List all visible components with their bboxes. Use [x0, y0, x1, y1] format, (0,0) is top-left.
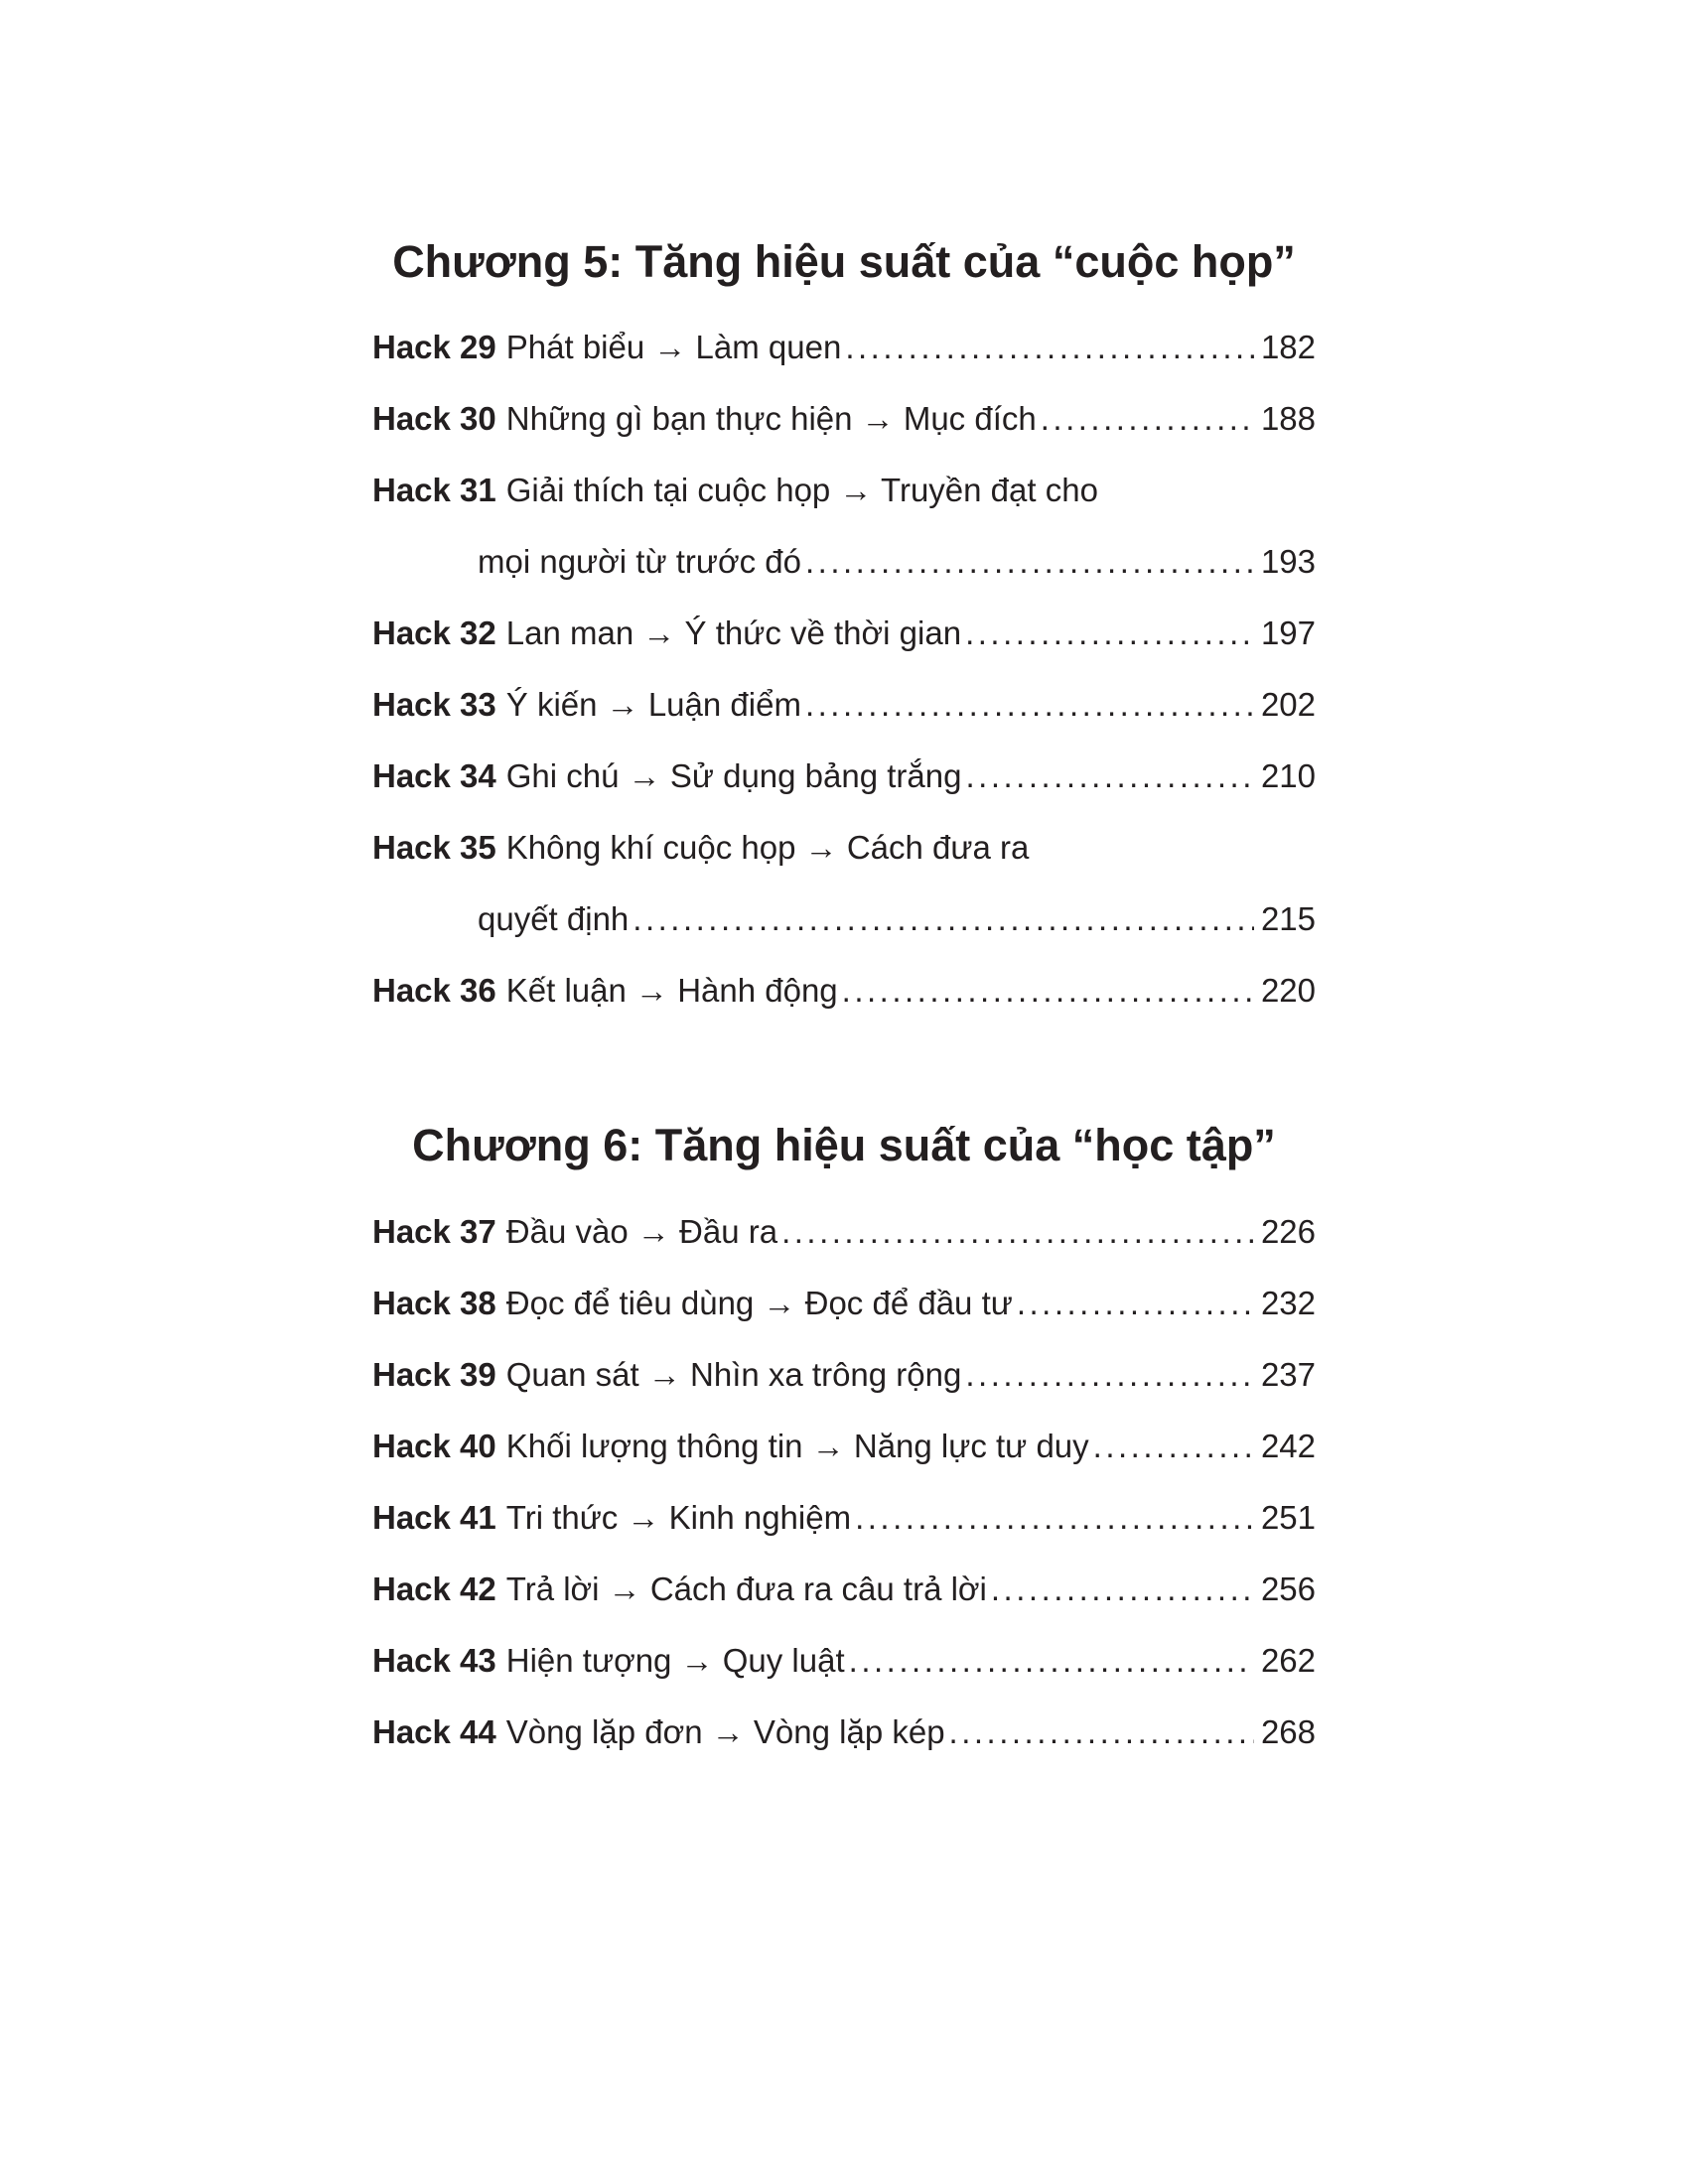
dot-leader — [842, 955, 1254, 1026]
toc-entry-line — [372, 955, 1316, 1026]
hack-number-label: Hack 29 — [372, 329, 496, 366]
page-number: 215 — [1260, 900, 1316, 938]
hack-number-label: Hack 31 — [372, 472, 496, 509]
toc-entry-line — [372, 455, 1316, 526]
page-number: 193 — [1260, 543, 1316, 581]
toc-entry-line — [372, 1554, 1316, 1625]
toc-entry — [372, 1339, 1316, 1411]
page-number: 256 — [1260, 1570, 1316, 1607]
toc-entry-line — [372, 1482, 1316, 1554]
hack-number-label: Hack 41 — [372, 1498, 496, 1536]
hack-title-text: Tri thức → Kinh nghiệm — [505, 1498, 852, 1536]
hack-number-label: Hack 39 — [372, 1355, 496, 1393]
page-number: 197 — [1260, 614, 1316, 652]
toc-entry-line — [372, 741, 1316, 812]
page-number: 262 — [1260, 1641, 1316, 1679]
hack-title-text: Lan man → Ý thức về thời gian — [505, 614, 962, 652]
hack-number-label: Hack 33 — [372, 686, 496, 724]
page-number: 242 — [1260, 1427, 1316, 1464]
toc-entry-line — [372, 383, 1316, 455]
hack-title-text-continued: quyết định — [478, 900, 630, 938]
chapter-entries — [372, 1196, 1316, 1768]
hack-number-label: Hack 36 — [372, 972, 496, 1010]
hack-title-text: Ý kiến → Luận điểm — [505, 686, 801, 724]
dot-leader — [949, 1697, 1254, 1768]
hack-title-text: Ghi chú → Sử dụng bảng trắng — [505, 757, 962, 795]
toc-entry — [372, 312, 1316, 383]
hack-number-label: Hack 43 — [372, 1641, 496, 1679]
page-number: 237 — [1260, 1355, 1316, 1393]
toc-entry — [372, 955, 1316, 1026]
toc-entry — [372, 455, 1316, 598]
toc-entry-line — [372, 812, 1316, 884]
toc-entry — [372, 669, 1316, 741]
hack-number-label: Hack 40 — [372, 1427, 496, 1464]
hack-number-label: Hack 37 — [372, 1212, 496, 1250]
hack-title-text: Phát biểu → Làm quen — [505, 329, 842, 366]
page-number: 226 — [1260, 1212, 1316, 1250]
chapter-section — [372, 1118, 1316, 1767]
chapter-entries — [372, 312, 1316, 1026]
hack-title-text: Khối lượng thông tin → Năng lực tư duy — [505, 1427, 1089, 1464]
toc-entry-line — [372, 1268, 1316, 1339]
chapter-title: Chương 5: Tăng hiệu suất của “cuộc họp” — [392, 236, 1296, 287]
hack-number-label: Hack 34 — [372, 757, 496, 795]
hack-title-text: Đọc để tiêu dùng → Đọc để đầu tư — [505, 1284, 1013, 1321]
hack-title-text: Hiện tượng → Quy luật — [505, 1641, 845, 1679]
dot-leader — [849, 1625, 1254, 1697]
toc-entry-line — [372, 1196, 1316, 1268]
toc-entry — [372, 1268, 1316, 1339]
dot-leader — [845, 312, 1254, 383]
dot-leader — [1017, 1268, 1254, 1339]
chapter-title: Chương 6: Tăng hiệu suất của “học tập” — [412, 1120, 1276, 1171]
hack-title-text: Vòng lặp đơn → Vòng lặp kép — [505, 1712, 945, 1750]
toc-entry-continuation-line — [372, 884, 1316, 955]
page-number: 210 — [1260, 757, 1316, 795]
hack-number-label: Hack 44 — [372, 1712, 496, 1750]
toc-entry — [372, 1196, 1316, 1268]
dot-leader — [1041, 383, 1254, 455]
toc-entry — [372, 812, 1316, 955]
toc-entry — [372, 1411, 1316, 1482]
dot-leader — [855, 1482, 1254, 1554]
dot-leader — [965, 598, 1254, 669]
toc-entry — [372, 741, 1316, 812]
page-number: 232 — [1260, 1284, 1316, 1321]
hack-number-label: Hack 42 — [372, 1570, 496, 1607]
toc-entry-line — [372, 1411, 1316, 1482]
page-number: 182 — [1260, 329, 1316, 366]
hack-number-label: Hack 32 — [372, 614, 496, 652]
hack-title-text: Đầu vào → Đầu ra — [505, 1212, 778, 1250]
toc-entry — [372, 1554, 1316, 1625]
dot-leader — [1093, 1411, 1254, 1482]
dot-leader — [965, 741, 1253, 812]
dot-leader — [781, 1196, 1254, 1268]
toc-entry-line — [372, 1697, 1316, 1768]
page-number: 188 — [1260, 400, 1316, 438]
toc-page — [372, 0, 1316, 1768]
toc-entry-line — [372, 598, 1316, 669]
dot-leader — [805, 669, 1254, 741]
toc-entry-line — [372, 312, 1316, 383]
hack-number-label: Hack 30 — [372, 400, 496, 438]
toc-entry — [372, 1625, 1316, 1697]
toc-content — [372, 234, 1316, 1768]
dot-leader — [805, 526, 1254, 598]
toc-entry-continuation-line — [372, 526, 1316, 598]
page-number: 268 — [1260, 1712, 1316, 1750]
dot-leader — [991, 1554, 1254, 1625]
hack-title-text: Giải thích tại cuộc họp → Truyền đạt cho — [505, 472, 1098, 509]
toc-entry — [372, 1697, 1316, 1768]
toc-entry-line — [372, 1625, 1316, 1697]
hack-title-text: Những gì bạn thực hiện → Mục đích — [505, 400, 1037, 438]
toc-entry — [372, 383, 1316, 455]
hack-title-text: Quan sát → Nhìn xa trông rộng — [505, 1355, 962, 1393]
page-number: 220 — [1260, 972, 1316, 1010]
hack-title-text: Trả lời → Cách đưa ra câu trả lời — [505, 1570, 987, 1607]
toc-entry-line — [372, 669, 1316, 741]
hack-number-label: Hack 38 — [372, 1284, 496, 1321]
hack-title-text: Không khí cuộc họp → Cách đưa ra — [505, 829, 1030, 867]
toc-entry — [372, 1482, 1316, 1554]
page-number: 202 — [1260, 686, 1316, 724]
dot-leader — [633, 884, 1254, 955]
toc-entry-line — [372, 1339, 1316, 1411]
hack-title-text: Kết luận → Hành động — [505, 972, 838, 1010]
toc-entry — [372, 598, 1316, 669]
dot-leader — [965, 1339, 1254, 1411]
hack-title-text-continued: mọi người từ trước đó — [478, 543, 801, 581]
page-number: 251 — [1260, 1498, 1316, 1536]
hack-number-label: Hack 35 — [372, 829, 496, 867]
chapter-section — [372, 234, 1316, 1026]
